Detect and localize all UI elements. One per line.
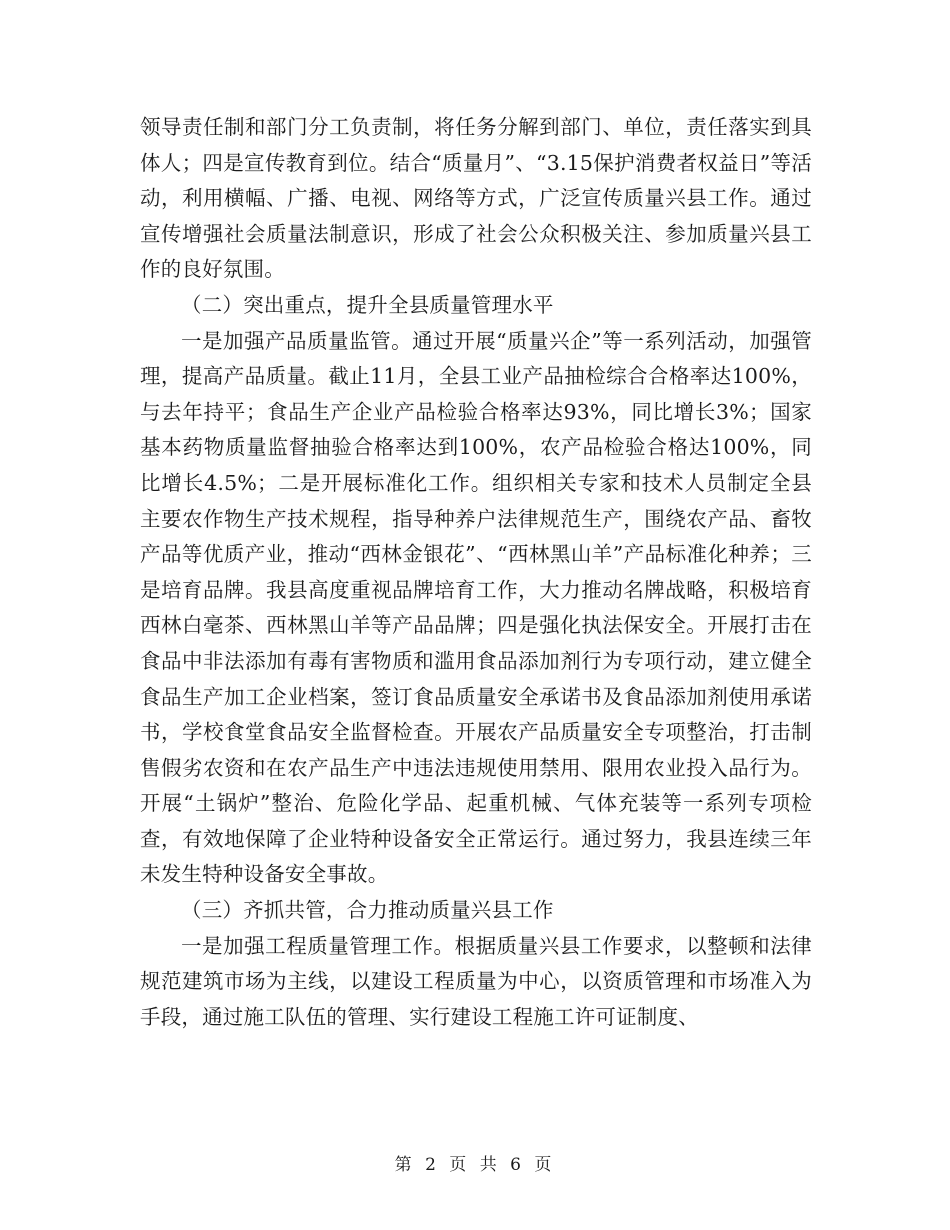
paragraph-product-quality: 一是加强产品质量监管。通过开展“质量兴企”等一系列活动，加强管理，提高产品质量。截止11月，全县工业产品抽检综合合格率达100%，与去年持平；食品生产企业产品检验合格率达93%，同比增长3%；国家基本药物质量监督抽验合格率达到100%，农产品检验合格达100%，同比增长4.5%；二是开展标准化工作。组织相关专家和技术人员制定全县主要农作物生产技术规程，指导种养户法律规范生产，围绕农产品、畜牧产品等优质产业，推动“西林金银花”、“西林黑山羊”产品标准化种养；三是培育品牌。我县高度重视品牌培育工作，大力推动名牌战略，积极培育西林白毫茶、西林黑山羊等产品品牌；四是强化执法保安全。开展打击在食品中非法添加有毒有害物质和滥用食品添加剂行为专项行动，建立健全食品生产加工企业档案，签订食品质量安全承诺书及食品添加剂使用承诺书，学校食堂食品安全监督检查。开展农产品质量安全专项整治，打击制售假劣农资和在农产品生产中违法违规使用禁用、限用农业投入品行为。开展“土锅炉”整治、危险化学品、起重机械、气体充装等一系列专项检查，有效地保障了企业特种设备安全正常运行。通过努力，我县连续三年未发生特种设备安全事故。 xyxy=(140,328,812,887)
paragraph-continuation: 领导责任制和部门分工负责制，将任务分解到部门、单位，责任落实到具体人；四是宣传教育到位。结合“质量月”、“3.15保护消费者权益日”等活动，利用横幅、广播、电视、网络等方式，广泛宣传质量兴县工作。通过宣传增强社会质量法制意识，形成了社会公众积极关注、参加质量兴县工作的良好氛围。 xyxy=(140,115,812,282)
section-heading-3: （三）齐抓共管，合力推动质量兴县工作 xyxy=(181,898,554,923)
section-heading-2: （二）突出重点，提升全县质量管理水平 xyxy=(181,292,554,317)
document-body xyxy=(140,110,812,1035)
page-number-footer: 第 2 页 共 6 页 xyxy=(394,1155,556,1175)
paragraph-engineering-quality: 一是加强工程质量管理工作。根据质量兴县工作要求，以整顿和法律规范建筑市场为主线，以建设工程质量为中心，以资质管理和市场准入为手段，通过施工队伍的管理、实行建设工程施工许可证制度、 xyxy=(140,933,812,1029)
